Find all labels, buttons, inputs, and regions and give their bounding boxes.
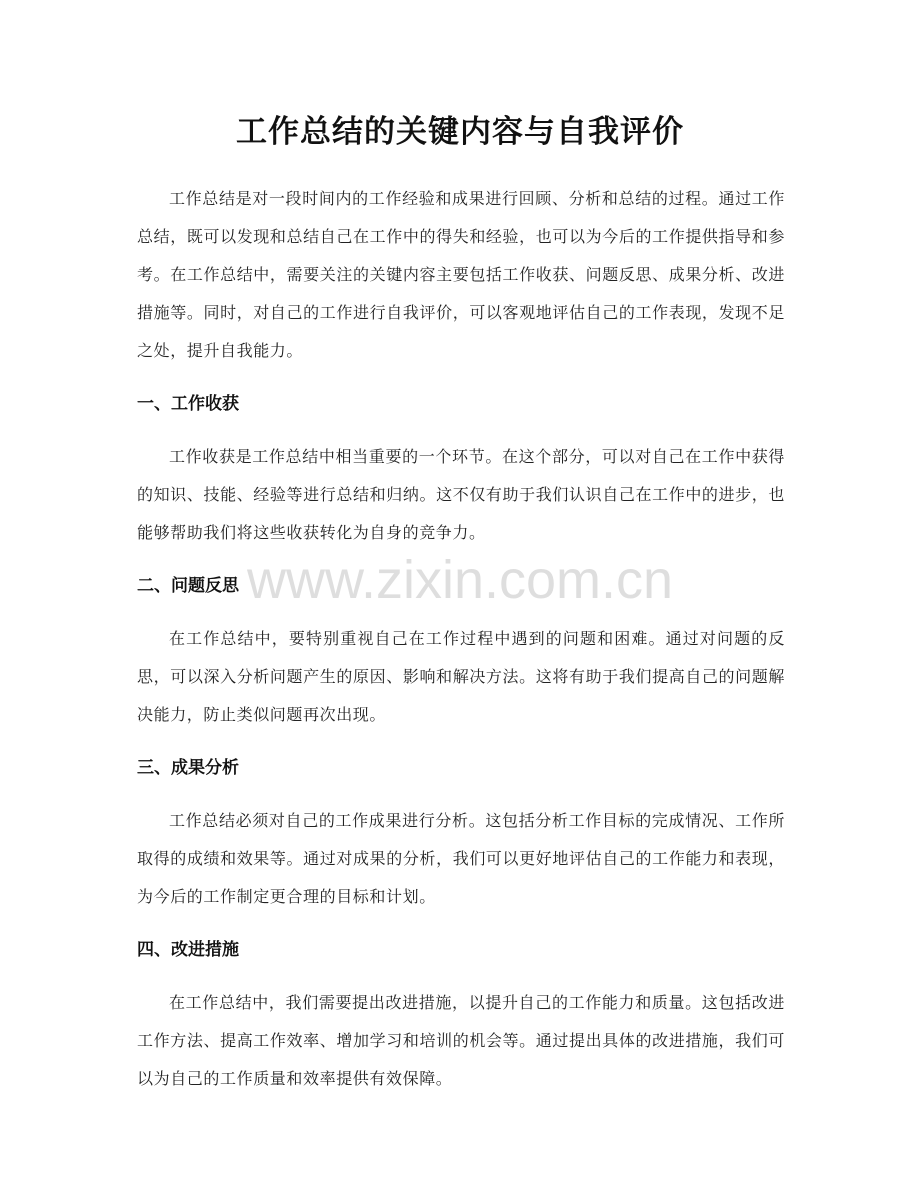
section-work-gains	[137, 384, 785, 552]
section-results-analysis	[137, 748, 785, 916]
section-heading: 三、成果分析	[137, 758, 239, 778]
section-paragraph: 在工作总结中，要特别重视自己在工作过程中遇到的问题和困难。通过对问题的反思，可以深入分析问题产生的原因、影响和解决方法。这将有助于我们提高自己的问题解决能力，防止类似问题再次出现。	[137, 629, 785, 724]
section-paragraph: 在工作总结中，我们需要提出改进措施，以提升自己的工作能力和质量。这包括改进工作方法、提高工作效率、增加学习和培训的机会等。通过提出具体的改进措施，我们可以为自己的工作质量和效率提供有效保障。	[137, 993, 785, 1088]
section-heading: 二、问题反思	[137, 576, 239, 596]
intro-paragraph: 工作总结是对一段时间内的工作经验和成果进行回顾、分析和总结的过程。通过工作总结，既可以发现和总结自己在工作中的得失和经验，也可以为今后的工作提供指导和参考。在工作总结中，需要关注的关键内容主要包括工作收获、问题反思、成果分析、改进措施等。同时，对自己的工作进行自我评价，可以客观地评估自己的工作表现，发现不足之处，提升自我能力。	[137, 189, 785, 360]
document-title: 工作总结的关键内容与自我评价	[236, 114, 684, 150]
section-paragraph: 工作总结必须对自己的工作成果进行分析。这包括分析工作目标的完成情况、工作所取得的成绩和效果等。通过对成果的分析，我们可以更好地评估自己的工作能力和表现，为今后的工作制定更合理的目标和计划。	[137, 811, 785, 906]
section-heading: 一、工作收获	[137, 394, 239, 414]
section-improvement-measures	[137, 930, 785, 1098]
section-problem-reflection	[137, 566, 785, 734]
section-paragraph: 工作收获是工作总结中相当重要的一个环节。在这个部分，可以对自己在工作中获得的知识、技能、经验等进行总结和归纳。这不仅有助于我们认识自己在工作中的进步，也能够帮助我们将这些收获转化为自身的竞争力。	[137, 447, 785, 542]
section-heading: 四、改进措施	[137, 940, 239, 960]
document-body	[137, 180, 785, 1112]
watermark: www.zixin.com.cn	[246, 550, 674, 610]
